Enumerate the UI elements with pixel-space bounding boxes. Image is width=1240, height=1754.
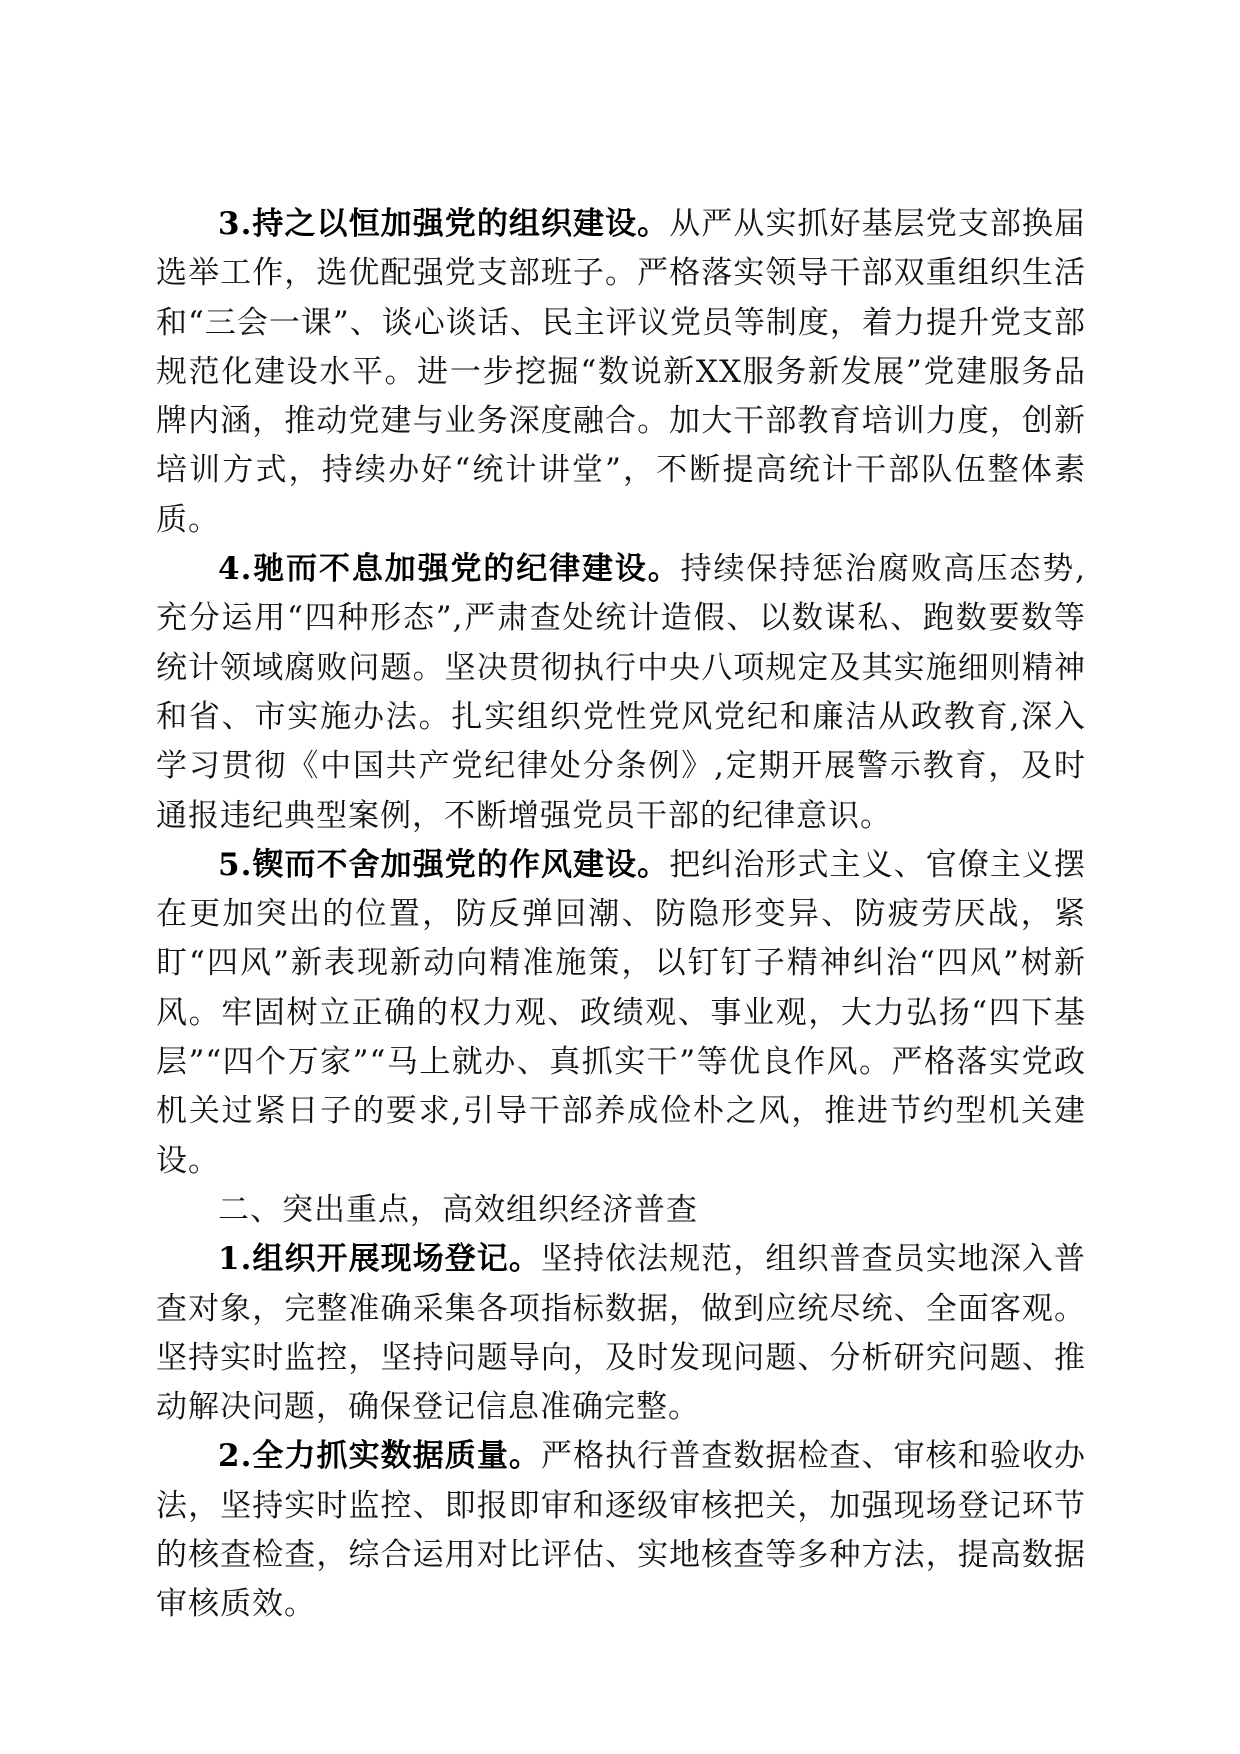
paragraph-text: 从严从实抓好基层党支部换届选举工作，选优配强党支部班子。严格落实领导干部双重组织生活和“三会一课”、谈心谈话、民主评议党员等制度，着力提升党支部规范化建设水平。进一步挖掘“数说新XX服务新发展”党建服务品牌内涵，推动党建与业务深度融合。加大干部教育培训力度，创新培训方式，持续办好“统计讲堂”，不断提高统计干部队伍整体素质。 bbox=[156, 206, 1086, 538]
paragraph-heading: 4.驰而不息加强党的纪律建设。 bbox=[218, 551, 681, 588]
paragraph-text: 严格执行普查数据检查、审核和验收办法，坚持实时监控、即报即审和逐级审核把关，加强现场登记环节的核查检查，综合运用对比评估、实地核查等多种方法，提高数据审核质效。 bbox=[156, 1438, 1086, 1623]
paragraph-heading: 2.全力抓实数据质量。 bbox=[218, 1438, 541, 1475]
paragraph-organization-building bbox=[156, 200, 1086, 545]
section-heading: 二、突出重点，高效组织经济普查 bbox=[218, 1191, 698, 1228]
paragraph-work-style-building bbox=[156, 841, 1086, 1186]
paragraph-data-quality bbox=[156, 1432, 1086, 1629]
paragraph-heading: 5.锲而不舍加强党的作风建设。 bbox=[218, 846, 670, 883]
paragraph-heading: 3.持之以恒加强党的组织建设。 bbox=[218, 206, 670, 242]
paragraph-text: 坚持依法规范，组织普查员实地深入普查对象，完整准确采集各项指标数据，做到应统尽统、全面客观。坚持实时监控，坚持问题导向，及时发现问题、分析研究问题、推动解决问题，确保登记信息准确完整。 bbox=[156, 1241, 1086, 1426]
paragraph-discipline-building bbox=[156, 545, 1086, 841]
document-body bbox=[156, 200, 1086, 1630]
paragraph-text: 持续保持惩治腐败高压态势,充分运用“四种形态”,严肃查处统计造假、以数谋私、跑数要数等统计领域腐败问题。坚决贯彻执行中央八项规定及其实施细则精神和省、市实施办法。扎实组织党性党风党纪和廉洁从政教育,深入学习贯彻《中国共产党纪律处分条例》,定期开展警示教育，及时通报违纪典型案例，不断增强党员干部的纪律意识。 bbox=[156, 551, 1086, 834]
paragraph-on-site-registration bbox=[156, 1235, 1086, 1432]
paragraph-heading: 1.组织开展现场登记。 bbox=[218, 1241, 541, 1278]
paragraph-text: 把纠治形式主义、官僚主义摆在更加突出的位置，防反弹回潮、防隐形变异、防疲劳厌战，紧盯“四风”新表现新动向精准施策，以钉钉子精神纠治“四风”树新风。牢固树立正确的权力观、政绩观、事业观，大力弘扬“四下基层”“四个万家”“马上就办、真抓实干”等优良作风。严格落实党政机关过紧日子的要求,引导干部养成俭朴之风，推进节约型机关建设。 bbox=[156, 846, 1086, 1179]
